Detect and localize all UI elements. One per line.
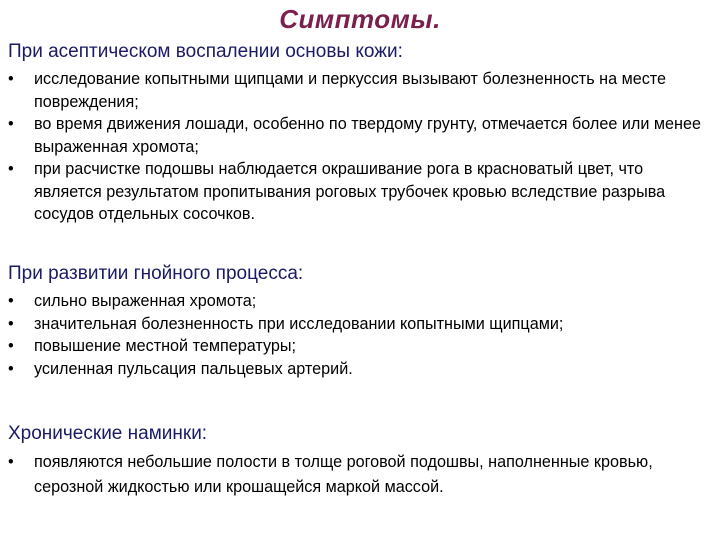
list-item-text: во время движения лошади, особенно по твердому грунту, отмечается более или менее выраженная хромота;	[34, 115, 701, 156]
list-item	[8, 313, 714, 336]
bullet-icon: •	[8, 314, 14, 333]
list-item	[8, 158, 714, 226]
section-heading: При асептическом воспалении основы кожи:	[8, 41, 403, 62]
list-item	[8, 290, 714, 313]
bullet-icon: •	[8, 337, 14, 355]
list-item-text: усиленная пульсация пальцевых артерий.	[34, 359, 353, 378]
bullet-icon: •	[8, 453, 14, 471]
list-item	[8, 450, 714, 500]
section-purulent-process	[8, 262, 714, 380]
bullet-icon: •	[8, 359, 14, 378]
list-item	[8, 113, 714, 158]
bullet-list	[8, 450, 714, 500]
list-item	[8, 335, 714, 358]
bullet-list	[8, 68, 714, 226]
bullet-icon: •	[8, 70, 14, 88]
section-chronic-bruises	[8, 422, 714, 500]
page-title: Симптомы.	[279, 4, 441, 34]
section-heading: Хронические наминки:	[8, 423, 208, 444]
list-item-text: повышение местной температуры;	[34, 337, 297, 355]
bullet-icon: •	[8, 115, 14, 133]
list-item-text: при расчистке подошвы наблюдается окрашивание рога в красноватый цвет, что является результатом пропитывания роговых трубочек кровью вследствие разрыва сосудов отдельных сосочков.	[34, 160, 666, 223]
list-item-text: значительная болезненность при исследовании копытными щипцами;	[34, 314, 564, 333]
list-item-text: сильно выраженная хромота;	[34, 292, 257, 310]
list-item	[8, 358, 714, 381]
section-heading: При развитии гнойного процесса:	[8, 263, 304, 284]
list-item-text: исследование копытными щипцами и перкуссия вызывают болезненность на месте повреждения;	[34, 70, 667, 111]
bullet-list	[8, 290, 714, 380]
bullet-icon: •	[8, 160, 14, 178]
section-aseptic-inflammation	[8, 40, 714, 226]
list-item	[8, 68, 714, 113]
list-item-text: появляются небольшие полости в толще роговой подошвы, наполненные кровью, серозной жидкостью или крошащейся маркой массой.	[34, 453, 653, 496]
bullet-icon: •	[8, 292, 14, 310]
